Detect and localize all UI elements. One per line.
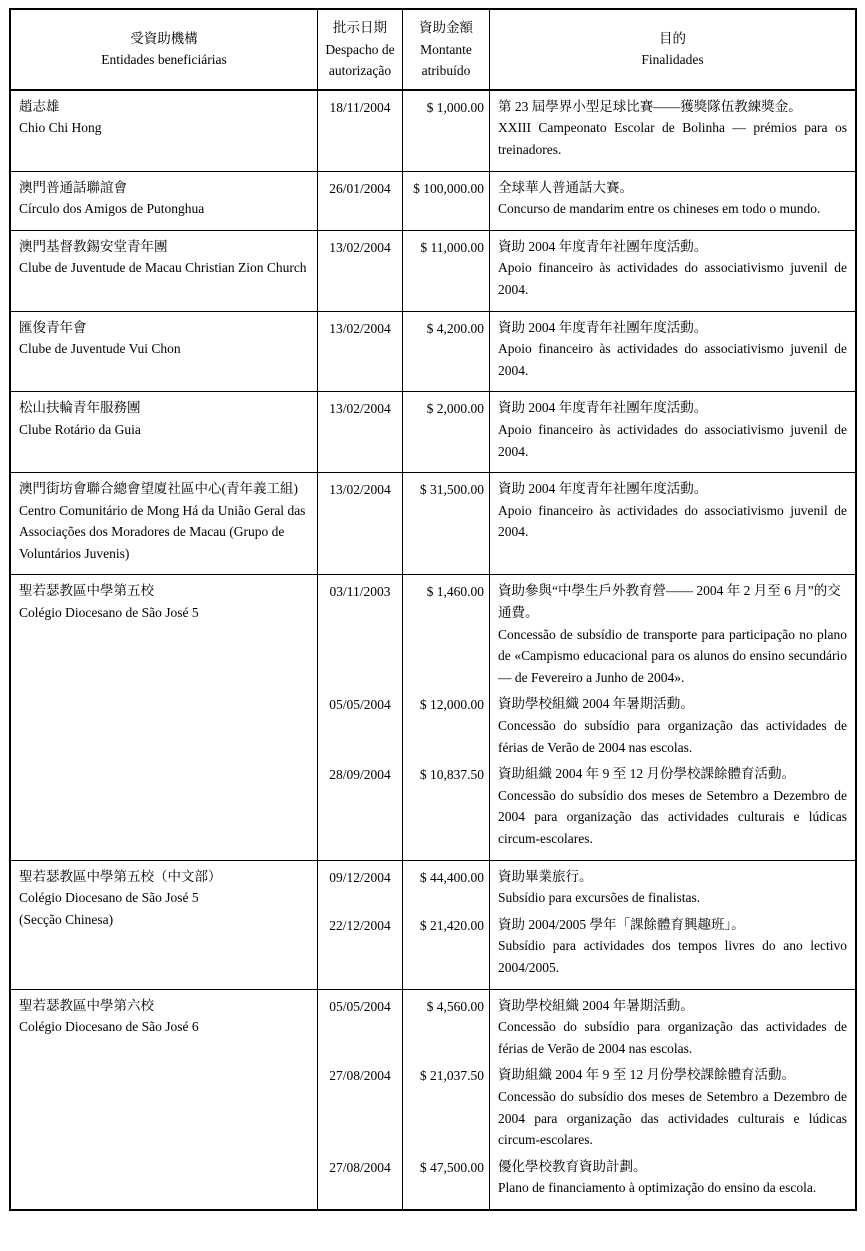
beneficiary-name-pt: Colégio Diocesano de São José 5 xyxy=(19,605,199,621)
purpose-zh: 資助學校組織 2004 年暑期活動。 xyxy=(498,696,694,712)
date-cell: 13/02/2004 xyxy=(317,312,402,392)
beneficiary-cell xyxy=(11,172,317,230)
table-row xyxy=(11,91,855,172)
purpose-cell xyxy=(489,392,855,472)
beneficiary-name-pt: Colégio Diocesano de São José 6 xyxy=(19,1019,199,1035)
table-row xyxy=(11,575,855,860)
purpose-pt: Concessão de subsídio de transporte para participação no plano de «Campismo educacional para os alunos do ensino secundário — de Fevereiro a Junho de 2004». xyxy=(498,626,847,685)
purpose-zh: 資助 2004 年度青年社團年度活動。 xyxy=(498,481,708,497)
col-header-amount-pt2: atribuído xyxy=(421,63,471,79)
purpose-cell xyxy=(489,1059,855,1150)
subsidies-table xyxy=(9,8,857,1211)
amount-cell: $ 1,000.00 xyxy=(402,91,489,171)
col-header-date xyxy=(317,10,402,91)
amount-cell: $ 4,560.00 xyxy=(402,990,489,1060)
amount-cell: $ 1,460.00 xyxy=(402,575,489,688)
beneficiary-cell xyxy=(11,990,317,1209)
beneficiary-cell xyxy=(11,861,317,989)
beneficiary-cell xyxy=(11,91,317,171)
purpose-pt: Subsídio para actividades dos tempos livres do ano lectivo 2004/2005. xyxy=(498,938,847,975)
col-header-amount-pt1: Montante xyxy=(420,41,472,57)
purpose-cell xyxy=(489,990,855,1060)
beneficiary-name-pt2: (Secção Chinesa) xyxy=(19,911,114,927)
beneficiary-name-zh: 澳門基督教錫安堂青年團 xyxy=(19,238,168,254)
date-cell: 27/08/2004 xyxy=(317,1059,402,1150)
purpose-pt: Subsídio para excursões de finalistas. xyxy=(498,890,701,906)
beneficiary-cell xyxy=(11,231,317,311)
purpose-pt: Apoio financeiro às actividades do associativismo juvenil de 2004. xyxy=(498,260,847,297)
col-header-purpose-pt: Finalidades xyxy=(641,52,704,68)
purpose-pt: XXIII Campeonato Escolar de Bolinha — prémios para os treinadores. xyxy=(498,120,847,157)
beneficiary-name-zh: 松山扶輪青年服務團 xyxy=(19,400,141,416)
amount-cell: $ 10,837.50 xyxy=(402,758,489,859)
purpose-pt: Apoio financeiro às actividades do associativismo juvenil de 2004. xyxy=(498,502,847,540)
purpose-cell xyxy=(489,909,855,989)
col-header-date-zh: 批示日期 xyxy=(333,20,387,35)
amount-cell: $ 12,000.00 xyxy=(402,688,489,758)
col-header-purpose-zh: 目的 xyxy=(659,30,686,46)
purpose-cell xyxy=(489,688,855,758)
purpose-pt: Concessão do subsídio dos meses de Setembro a Dezembro de 2004 para organização das actividades culturais e lúdicas circum-escolares. xyxy=(498,1088,847,1148)
purpose-zh: 資助 2004 年度青年社團年度活動。 xyxy=(498,238,708,254)
beneficiary-name-zh: 聖若瑟教區中學第五校 xyxy=(19,583,154,599)
amount-cell: $ 31,500.00 xyxy=(402,473,489,574)
date-cell: 27/08/2004 xyxy=(317,1151,402,1209)
col-header-beneficiary xyxy=(11,10,317,91)
col-header-purpose xyxy=(489,10,855,91)
col-header-date-pt2: autorização xyxy=(328,63,392,79)
table-row xyxy=(11,172,855,231)
beneficiary-cell xyxy=(11,312,317,392)
date-cell: 18/11/2004 xyxy=(317,91,402,171)
table-row xyxy=(11,392,855,473)
beneficiary-name-pt: Centro Comunitário de Mong Há da União Geral das Associações dos Moradores de Macau (Grupo de Voluntários Juvenis) xyxy=(19,502,306,561)
col-header-amount xyxy=(402,10,489,91)
amount-cell: $ 11,000.00 xyxy=(402,231,489,311)
date-cell: 28/09/2004 xyxy=(317,758,402,859)
purpose-cell xyxy=(489,861,855,909)
beneficiary-name-pt: Clube Rotário da Guia xyxy=(19,421,141,437)
beneficiary-cell xyxy=(11,473,317,574)
col-header-date-pt1: Despacho de xyxy=(325,41,395,57)
purpose-pt: Concessão do subsídio para organização das actividades de férias de Verão de 2004 nas escolas. xyxy=(498,718,847,755)
col-header-beneficiary-zh: 受資助機構 xyxy=(130,30,198,46)
table-row xyxy=(11,473,855,575)
amount-cell: $ 21,037.50 xyxy=(402,1059,489,1150)
amount-cell: $ 47,500.00 xyxy=(402,1151,489,1209)
purpose-pt: Apoio financeiro às actividades do associativismo juvenil de 2004. xyxy=(498,421,847,459)
beneficiary-name-zh: 匯俊青年會 xyxy=(19,319,87,335)
table-row xyxy=(11,861,855,990)
date-cell: 05/05/2004 xyxy=(317,688,402,758)
amount-cell: $ 4,200.00 xyxy=(402,312,489,392)
date-cell: 22/12/2004 xyxy=(317,909,402,989)
amount-cell: $ 100,000.00 xyxy=(402,172,489,230)
date-cell: 26/01/2004 xyxy=(317,172,402,230)
purpose-cell xyxy=(489,575,855,688)
purpose-zh: 資助畢業旅行。 xyxy=(498,868,593,884)
purpose-cell xyxy=(489,312,855,392)
purpose-cell xyxy=(489,172,855,230)
table-row xyxy=(11,231,855,312)
beneficiary-name-pt: Chio Chi Hong xyxy=(19,120,102,136)
purpose-pt: Plano de financiamento à optimização do ensino da escola. xyxy=(498,1180,817,1196)
beneficiary-cell xyxy=(11,575,317,859)
purpose-zh: 全球華人普通話大賽。 xyxy=(498,179,633,195)
date-cell: 05/05/2004 xyxy=(317,990,402,1060)
purpose-zh: 資助學校組織 2004 年暑期活動。 xyxy=(498,997,694,1013)
purpose-cell xyxy=(489,758,855,859)
date-cell: 13/02/2004 xyxy=(317,231,402,311)
table-row xyxy=(11,312,855,393)
purpose-zh: 資助 2004/2005 學年「課餘體育興趣班」。 xyxy=(498,916,745,932)
purpose-cell xyxy=(489,91,855,171)
beneficiary-name-zh: 澳門普通話聯誼會 xyxy=(19,179,127,195)
amount-cell: $ 21,420.00 xyxy=(402,909,489,989)
date-cell: 09/12/2004 xyxy=(317,861,402,909)
beneficiary-name-zh: 澳門街坊會聯合總會望廈社區中心(青年義工組) xyxy=(19,481,298,497)
col-header-amount-zh: 資助金額 xyxy=(419,20,473,35)
purpose-cell xyxy=(489,231,855,311)
amount-cell: $ 2,000.00 xyxy=(402,392,489,472)
purpose-pt: Concessão do subsídio para organização das actividades de férias de Verão de 2004 nas escolas. xyxy=(498,1019,847,1056)
purpose-pt: Concurso de mandarim entre os chineses em todo o mundo. xyxy=(498,201,821,217)
table-header-row xyxy=(11,10,855,91)
purpose-cell xyxy=(489,1151,855,1209)
purpose-zh: 資助 2004 年度青年社團年度活動。 xyxy=(498,400,708,416)
purpose-pt: Apoio financeiro às actividades do associativismo juvenil de 2004. xyxy=(498,341,847,378)
purpose-zh: 資助 2004 年度青年社團年度活動。 xyxy=(498,319,708,335)
amount-cell: $ 44,400.00 xyxy=(402,861,489,909)
date-cell: 03/11/2003 xyxy=(317,575,402,688)
beneficiary-name-pt: Clube de Juventude Vui Chon xyxy=(19,341,181,357)
beneficiary-name-zh: 趙志雄 xyxy=(19,98,60,114)
purpose-zh: 優化學校教育資助計劃。 xyxy=(498,1158,647,1174)
purpose-zh: 資助組織 2004 年 9 至 12 月份學校課餘體育活動。 xyxy=(498,1067,795,1083)
beneficiary-cell xyxy=(11,392,317,472)
beneficiary-name-zh: 聖若瑟教區中學第五校（中文部） xyxy=(19,868,222,884)
purpose-zh: 資助組織 2004 年 9 至 12 月份學校課餘體育活動。 xyxy=(498,766,795,782)
purpose-zh: 資助參與“中學生戶外教育營—— 2004 年 2 月至 6 月”的交通費。 xyxy=(498,583,841,621)
table-row xyxy=(11,990,855,1209)
beneficiary-name-pt: Clube de Juventude de Macau Christian Zion Church xyxy=(19,260,307,276)
beneficiary-name-zh: 聖若瑟教區中學第六校 xyxy=(19,997,154,1013)
purpose-pt: Concessão do subsídio dos meses de Setembro a Dezembro de 2004 para organização das actividades culturais e lúdicas circum-escolares. xyxy=(498,787,847,846)
col-header-beneficiary-pt: Entidades beneficiárias xyxy=(101,52,227,68)
beneficiary-name-pt: Círculo dos Amigos de Putonghua xyxy=(19,201,205,217)
beneficiary-name-pt: Colégio Diocesano de São José 5 xyxy=(19,890,199,906)
purpose-zh: 第 23 屆學界小型足球比賽——獲獎隊伍教練獎金。 xyxy=(498,98,802,114)
date-cell: 13/02/2004 xyxy=(317,473,402,574)
date-cell: 13/02/2004 xyxy=(317,392,402,472)
purpose-cell xyxy=(489,473,855,574)
